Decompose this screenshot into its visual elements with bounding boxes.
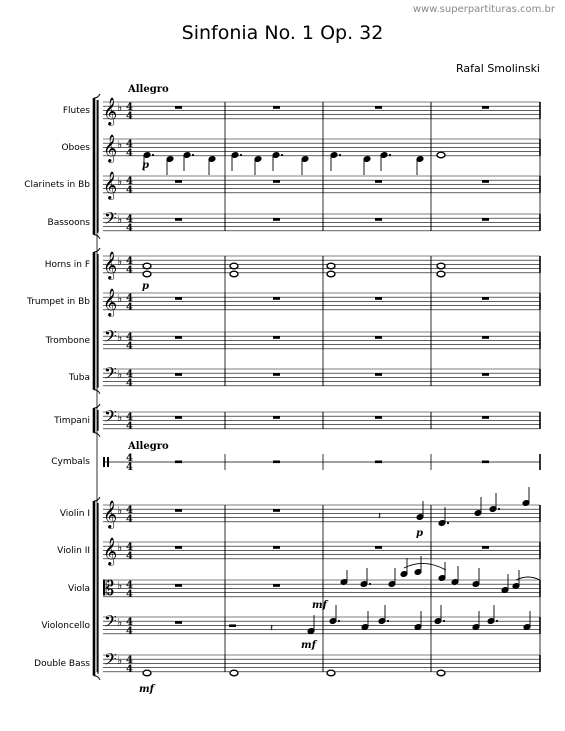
whole-note-head: [143, 670, 151, 676]
time-signature-bottom: 4: [126, 378, 133, 389]
instrument-label-clarinets: Clarinets in Bb: [24, 180, 90, 190]
augmentation-dot: [387, 620, 389, 622]
tempo-marking-cymbals: Allegro: [128, 441, 169, 452]
whole-note-head: [437, 670, 445, 676]
whole-rest-icon: [482, 336, 489, 339]
treble-clef-icon: 𝄞: [103, 97, 118, 125]
treble-clef-icon: 𝄞: [103, 500, 118, 528]
whole-note-head: [437, 152, 445, 158]
whole-rest-icon: [273, 106, 280, 109]
staff: [103, 611, 540, 637]
whole-rest-icon: [375, 461, 382, 464]
augmentation-dot: [496, 620, 498, 622]
whole-rest-icon: [375, 416, 382, 419]
whole-rest-icon: [273, 546, 280, 549]
bass-clef-icon: 𝄢: [104, 611, 117, 635]
time-signature-bottom: 4: [126, 551, 133, 562]
whole-rest-icon: [482, 180, 489, 183]
time-signature-top: 4: [126, 102, 133, 113]
augmentation-dot: [339, 154, 341, 156]
instrument-label-doublebass: Double Bass: [34, 659, 90, 669]
dynamic-cello: mf: [301, 640, 316, 651]
whole-rest-icon: [375, 297, 382, 300]
time-signature-top: 4: [126, 453, 133, 464]
flat-icon: ♭: [117, 255, 123, 268]
flat-icon: ♭: [117, 616, 123, 629]
alto-clef-icon: 𝄡: [103, 576, 115, 600]
quarter-rest-icon: 𝄽: [378, 511, 382, 522]
time-signature-top: 4: [126, 542, 133, 553]
whole-note-head: [143, 263, 151, 269]
whole-note-head: [437, 271, 445, 277]
time-signature-top: 4: [126, 332, 133, 343]
instrument-label-horns: Horns in F: [44, 260, 90, 270]
bass-clef-icon: 𝄢: [104, 363, 117, 387]
augmentation-dot: [447, 522, 449, 524]
time-signature-top: 4: [126, 655, 133, 666]
time-signature-bottom: 4: [126, 265, 133, 276]
whole-note-head: [327, 263, 335, 269]
flat-icon: ♭: [117, 579, 123, 592]
whole-rest-icon: [482, 416, 489, 419]
time-signature-bottom: 4: [126, 302, 133, 313]
whole-note-head: [143, 271, 151, 277]
instrument-label-bassoons: Bassoons: [47, 218, 90, 228]
whole-rest-icon: [175, 218, 182, 221]
whole-rest-icon: [482, 461, 489, 464]
augmentation-dot: [443, 620, 445, 622]
whole-rest-icon: [273, 509, 280, 512]
tempo-marking-top: Allegro: [128, 84, 169, 95]
time-signature-top: 4: [126, 139, 133, 150]
tie-slur: [516, 577, 540, 580]
augmentation-dot: [281, 154, 283, 156]
instrument-label-timpani: Timpani: [54, 416, 90, 426]
whole-rest-icon: [375, 106, 382, 109]
flat-icon: ♭: [117, 292, 123, 305]
composer-name: Rafal Smolinski: [456, 62, 540, 75]
staff: [103, 208, 540, 234]
flat-icon: ♭: [117, 175, 123, 188]
time-signature-top: 4: [126, 412, 133, 423]
staff: [103, 326, 540, 352]
whole-note-head: [230, 263, 238, 269]
whole-rest-icon: [375, 373, 382, 376]
whole-rest-icon: [482, 373, 489, 376]
whole-rest-icon: [175, 416, 182, 419]
augmentation-dot: [498, 508, 500, 510]
time-signature-top: 4: [126, 214, 133, 225]
whole-rest-icon: [175, 509, 182, 512]
time-signature-bottom: 4: [126, 626, 133, 637]
bass-clef-icon: 𝄢: [104, 208, 117, 232]
time-signature-bottom: 4: [126, 341, 133, 352]
whole-rest-icon: [375, 546, 382, 549]
instrument-label-tuba: Tuba: [68, 373, 90, 383]
whole-rest-icon: [375, 218, 382, 221]
time-signature-top: 4: [126, 176, 133, 187]
dynamic-oboes: p: [142, 160, 149, 171]
whole-rest-icon: [482, 106, 489, 109]
treble-clef-icon: 𝄞: [103, 251, 118, 279]
whole-rest-icon: [175, 621, 182, 624]
flat-icon: ♭: [117, 411, 123, 424]
instrument-label-violoncello: Violoncello: [41, 621, 90, 631]
half-rest-icon: [229, 624, 236, 627]
whole-rest-icon: [482, 218, 489, 221]
time-signature-bottom: 4: [126, 589, 133, 600]
augmentation-dot: [240, 154, 242, 156]
percussion-clef-icon: [103, 457, 105, 467]
staff: [103, 171, 540, 200]
whole-rest-icon: [273, 461, 280, 464]
time-signature-bottom: 4: [126, 514, 133, 525]
whole-note-head: [327, 271, 335, 277]
dynamic-violin1: p: [416, 528, 423, 539]
whole-note-head: [437, 263, 445, 269]
instrument-label-oboes: Oboes: [61, 143, 90, 153]
staff: [103, 537, 540, 566]
augmentation-dot: [338, 620, 340, 622]
flat-icon: ♭: [117, 541, 123, 554]
instrument-label-violin2: Violin II: [57, 546, 90, 556]
dynamic-horns: p: [142, 281, 149, 292]
staves: [94, 94, 540, 680]
staff: [103, 363, 540, 389]
bass-clef-icon: 𝄢: [104, 406, 117, 430]
flat-icon: ♭: [117, 368, 123, 381]
treble-clef-icon: 𝄞: [103, 171, 118, 199]
time-signature-bottom: 4: [126, 462, 133, 473]
score-title: Sinfonia No. 1 Op. 32: [181, 22, 384, 44]
instrument-label-trombone: Trombone: [45, 336, 90, 346]
treble-clef-icon: 𝄞: [103, 134, 118, 162]
flat-icon: ♭: [117, 331, 123, 344]
flat-icon: ♭: [117, 101, 123, 114]
whole-rest-icon: [482, 546, 489, 549]
time-signature-top: 4: [126, 580, 133, 591]
whole-rest-icon: [375, 336, 382, 339]
time-signature-top: 4: [126, 617, 133, 628]
bass-clef-icon: 𝄢: [104, 649, 117, 673]
whole-rest-icon: [175, 373, 182, 376]
whole-rest-icon: [175, 461, 182, 464]
whole-rest-icon: [273, 373, 280, 376]
time-signature-bottom: 4: [126, 421, 133, 432]
instrument-label-violin1: Violin I: [59, 509, 90, 519]
time-signature-bottom: 4: [126, 664, 133, 675]
staff: [103, 97, 540, 126]
whole-rest-icon: [482, 297, 489, 300]
whole-rest-icon: [175, 336, 182, 339]
instrument-label-cymbals: Cymbals: [51, 457, 90, 467]
time-signature-top: 4: [126, 293, 133, 304]
augmentation-dot: [152, 154, 154, 156]
staff: [103, 576, 540, 600]
whole-rest-icon: [175, 584, 182, 587]
time-signature-bottom: 4: [126, 111, 133, 122]
percussion-clef-icon: [107, 457, 109, 467]
staff: [103, 251, 540, 280]
time-signature-bottom: 4: [126, 223, 133, 234]
staff: [103, 288, 540, 317]
staff: [103, 453, 540, 473]
tie-slur: [404, 563, 446, 570]
instrument-label-trumpet: Trumpet in Bb: [27, 297, 90, 307]
flat-icon: ♭: [117, 654, 123, 667]
instrument-label-viola: Viola: [68, 584, 90, 594]
treble-clef-icon: 𝄞: [103, 288, 118, 316]
time-signature-top: 4: [126, 369, 133, 380]
augmentation-dot: [369, 583, 371, 585]
dynamic-bass: mf: [139, 684, 154, 695]
time-signature-bottom: 4: [126, 148, 133, 159]
flat-icon: ♭: [117, 213, 123, 226]
whole-rest-icon: [273, 297, 280, 300]
dynamic-viola: mf: [312, 600, 327, 611]
whole-rest-icon: [273, 336, 280, 339]
flat-icon: ♭: [117, 138, 123, 151]
time-signature-top: 4: [126, 256, 133, 267]
augmentation-dot: [389, 154, 391, 156]
whole-rest-icon: [175, 297, 182, 300]
quarter-rest-icon: 𝄽: [270, 623, 274, 634]
staff: [103, 406, 540, 432]
instrument-label-flutes: Flutes: [62, 106, 90, 116]
whole-rest-icon: [175, 180, 182, 183]
whole-rest-icon: [273, 180, 280, 183]
whole-rest-icon: [273, 584, 280, 587]
whole-rest-icon: [273, 416, 280, 419]
whole-rest-icon: [273, 218, 280, 221]
whole-rest-icon: [175, 106, 182, 109]
whole-rest-icon: [375, 180, 382, 183]
whole-note-head: [327, 670, 335, 676]
time-signature-bottom: 4: [126, 185, 133, 196]
staff: [103, 649, 540, 675]
whole-note-head: [230, 670, 238, 676]
staff: [103, 500, 540, 529]
time-signature-top: 4: [126, 505, 133, 516]
bass-clef-icon: 𝄢: [104, 326, 117, 350]
whole-note-head: [230, 271, 238, 277]
watermark: www.superpartituras.com.br: [412, 4, 555, 15]
whole-rest-icon: [175, 546, 182, 549]
flat-icon: ♭: [117, 504, 123, 517]
augmentation-dot: [192, 154, 194, 156]
treble-clef-icon: 𝄞: [103, 537, 118, 565]
marks: [143, 106, 540, 676]
